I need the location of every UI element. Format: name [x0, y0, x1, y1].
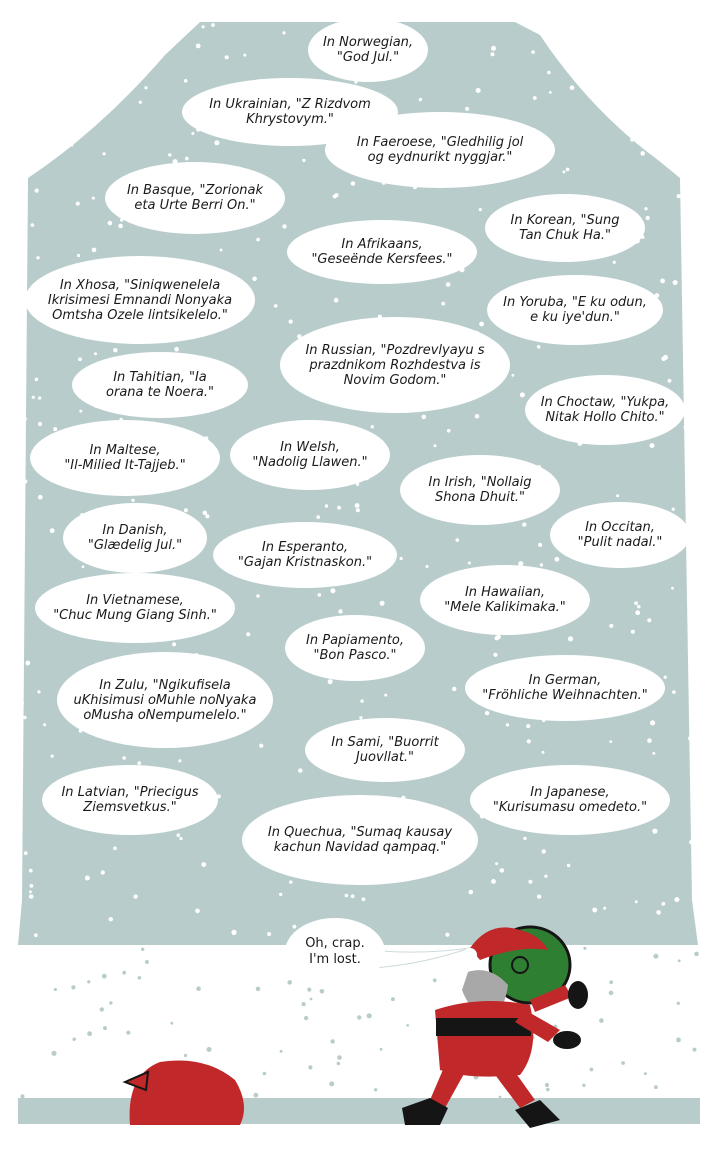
greeting-xhosa: In Xhosa, "Siniqwenelela Ikrisimesi Emnandi Nonyaka Omtsha Ozele lintsikelelo." — [47, 277, 233, 323]
greeting-hawaiian: In Hawaiian, "Mele Kalikimaka." — [444, 585, 566, 615]
greeting-papiamento: In Papiamento, "Bon Pasco." — [306, 633, 404, 663]
dropped-sack — [125, 1060, 244, 1125]
greeting-korean: In Korean, "Sung Tan Chuk Ha." — [510, 213, 620, 243]
greeting-japanese: In Japanese, "Kurisumasu omedeto." — [492, 785, 648, 815]
greeting-russian: In Russian, "Pozdrevlyayu s prazdnikom Rozhdestva is Novim Godom." — [305, 342, 485, 388]
greeting-zulu: In Zulu, "Ngikufisela uKhisimusi oMuhle noNyaka oMusha oNempumelelo." — [73, 677, 257, 723]
greeting-irish: In Irish, "Nollaig Shona Dhuit." — [428, 475, 532, 505]
greeting-tahitian: In Tahitian, "Ia orana te Noera." — [106, 370, 214, 400]
greeting-yoruba: In Yoruba, "E ku odun, e ku iye'dun." — [503, 295, 647, 325]
santa-speech-text: Oh, crap. I'm lost. — [305, 936, 365, 967]
greeting-norwegian: In Norwegian, "God Jul." — [322, 35, 414, 65]
greeting-afrikaans: In Afrikaans, "Geseënde Kersfees." — [311, 237, 453, 267]
greeting-vietnamese: In Vietnamese, "Chuc Mung Giang Sinh." — [53, 593, 217, 623]
greeting-welsh: In Welsh, "Nadolig Llawen." — [252, 440, 368, 470]
greeting-maltese: In Maltese, "Il-Milied It-Tajjeb." — [64, 443, 186, 473]
greeting-latvian: In Latvian, "Priecigus Ziemsvetkus." — [61, 785, 199, 815]
greeting-esperanto: In Esperanto, "Gajan Kristnaskon." — [237, 540, 373, 570]
greeting-occitan: In Occitan, "Pulit nadal." — [577, 520, 663, 550]
greeting-sami: In Sami, "Buorrit Juovllat." — [331, 735, 439, 765]
greeting-choctaw: In Choctaw, "Yukpa, Nitak Hollo Chito." — [540, 395, 670, 425]
greeting-german: In German, "Fröhliche Weihnachten." — [482, 673, 648, 703]
greeting-basque: In Basque, "Zorionak eta Urte Berri On." — [126, 183, 264, 213]
greeting-faeroese: In Faeroese, "Gledhilig jol og eydnurikt nyggjar." — [356, 135, 524, 165]
ground-strip — [18, 1098, 700, 1124]
santa-body — [435, 1001, 533, 1077]
greeting-danish: In Danish, "Glædelig Jul." — [87, 523, 183, 553]
greeting-quechua: In Quechua, "Sumaq kausay kachun Navidad qampaq." — [267, 825, 453, 855]
greeting-ukrainian: In Ukrainian, "Z Rizdvom Khrystovym." — [209, 97, 371, 127]
